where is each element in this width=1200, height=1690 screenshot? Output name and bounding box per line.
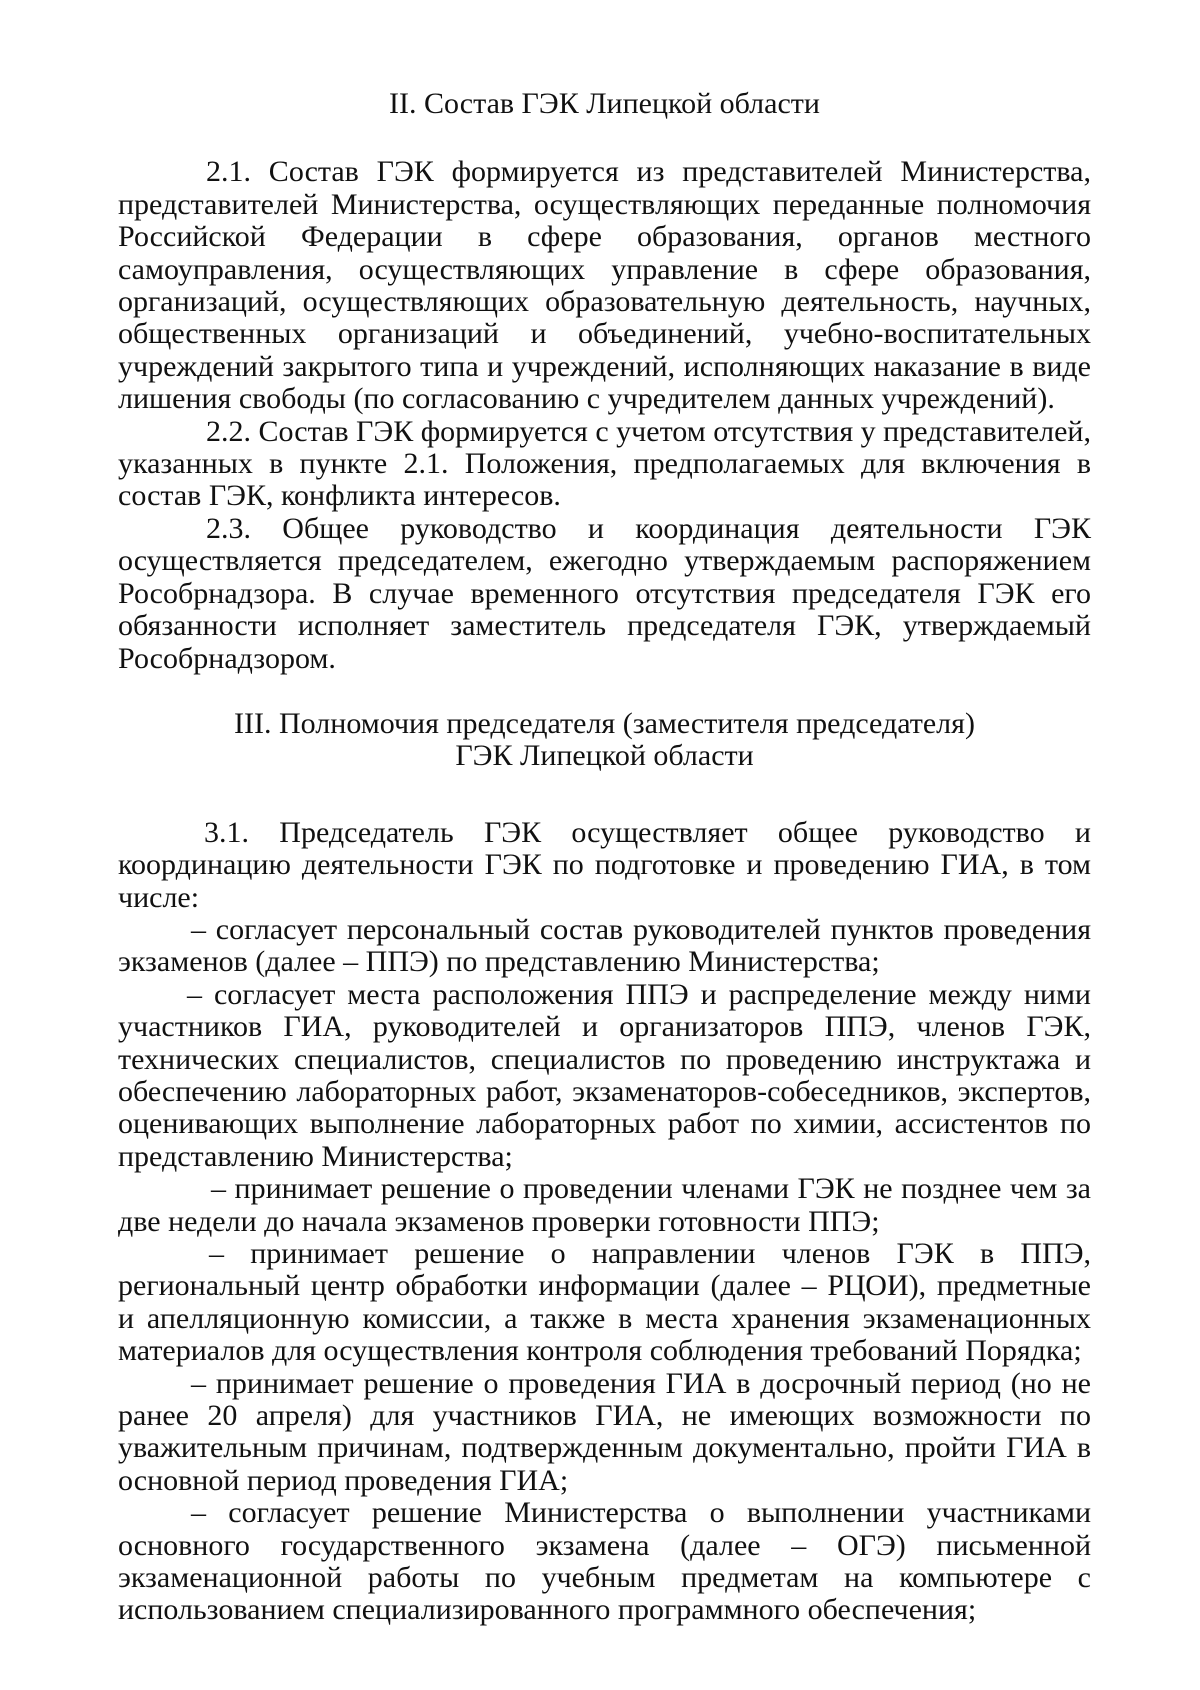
list-item-ppe-locations: – согласует места расположения ППЭ и распределение между ними участников ГИА, руководителей и организаторов ППЭ, членов ГЭК, технических специалистов, специалистов по проведению инструктажа и обеспечению лабораторных работ, экзаменаторов-собеседников, экспертов, оценивающих выполнение лабораторных работ по химии, ассистентов по представлению Министерства; <box>118 977 1091 1173</box>
list-item-ppe-readiness: – принимает решение о проведении членами ГЭК не позднее чем за две недели до начала экзаменов проверки готовности ППЭ; <box>118 1172 1091 1238</box>
list-item-early-period: – принимает решение о проведения ГИА в досрочный период (но не ранее 20 апреля) для участников ГИА, не имеющих возможности по уважительным причинам, подтвержденным документально, пройти ГИА в основной период проведения ГИА; <box>118 1366 1091 1497</box>
paragraph-2-2: 2.2. Состав ГЭК формируется с учетом отсутствия у представителей, указанных в пункте 2.1. Положения, предполагаемых для включения в состав ГЭК, конфликта интересов. <box>118 414 1091 513</box>
document-body <box>118 88 1091 1627</box>
list-item-gek-assignment: – принимает решение о направлении членов ГЭК в ППЭ, региональный центр обработки информации (далее – РЦОИ), предметные и апелляционную комиссии, а также в места хранения экзаменационных материалов для осуществления контроля соблюдения требований Порядка; <box>118 1237 1091 1368</box>
list-item-ppe-heads: – согласует персональный состав руководителей пунктов проведения экзаменов (далее – ППЭ) по представлению Министерства; <box>118 912 1091 979</box>
paragraph-3-1: 3.1. Председатель ГЭК осуществляет общее руководство и координацию деятельности ГЭК по подготовке и проведению ГИА, в том числе: <box>118 815 1091 914</box>
paragraph-2-1: 2.1. Состав ГЭК формируется из представителей Министерства, представителей Министерства, осуществляющих переданные полномочия Российской Федерации в сфере образования, органов местного самоуправления, осуществляющих управление в сфере образования, организаций, осуществляющих образовательную деятельность, научных, общественных организаций и объединений, учебно-воспитательных учреждений закрытого типа и учреждений, исполняющих наказание в виде лишения свободы (по согласованию с учредителем данных учреждений). <box>118 155 1091 416</box>
paragraph-2-3: 2.3. Общее руководство и координация деятельности ГЭК осуществляется председателем, ежегодно утверждаемым распоряжением Рособрнадзора. В случае временного отсутствия председателя ГЭК его обязанности исполняет заместитель председателя ГЭК, утверждаемый Рособрнадзором. <box>118 511 1091 675</box>
list-item-computer-exam: – согласует решение Министерства о выполнении участниками основного государственного экзамена (далее – ОГЭ) письменной экзаменационной работы по учебным предметам на компьютере с использованием специализированного программного обеспечения; <box>118 1496 1091 1627</box>
section-3-heading-line-1: III. Полномочия председателя (заместителя председателя) <box>234 706 975 740</box>
section-2-heading: II. Состав ГЭК Липецкой области <box>389 87 820 120</box>
section-3-heading-line-2: ГЭК Липецкой области <box>455 739 754 773</box>
section-3-heading <box>118 708 1091 773</box>
